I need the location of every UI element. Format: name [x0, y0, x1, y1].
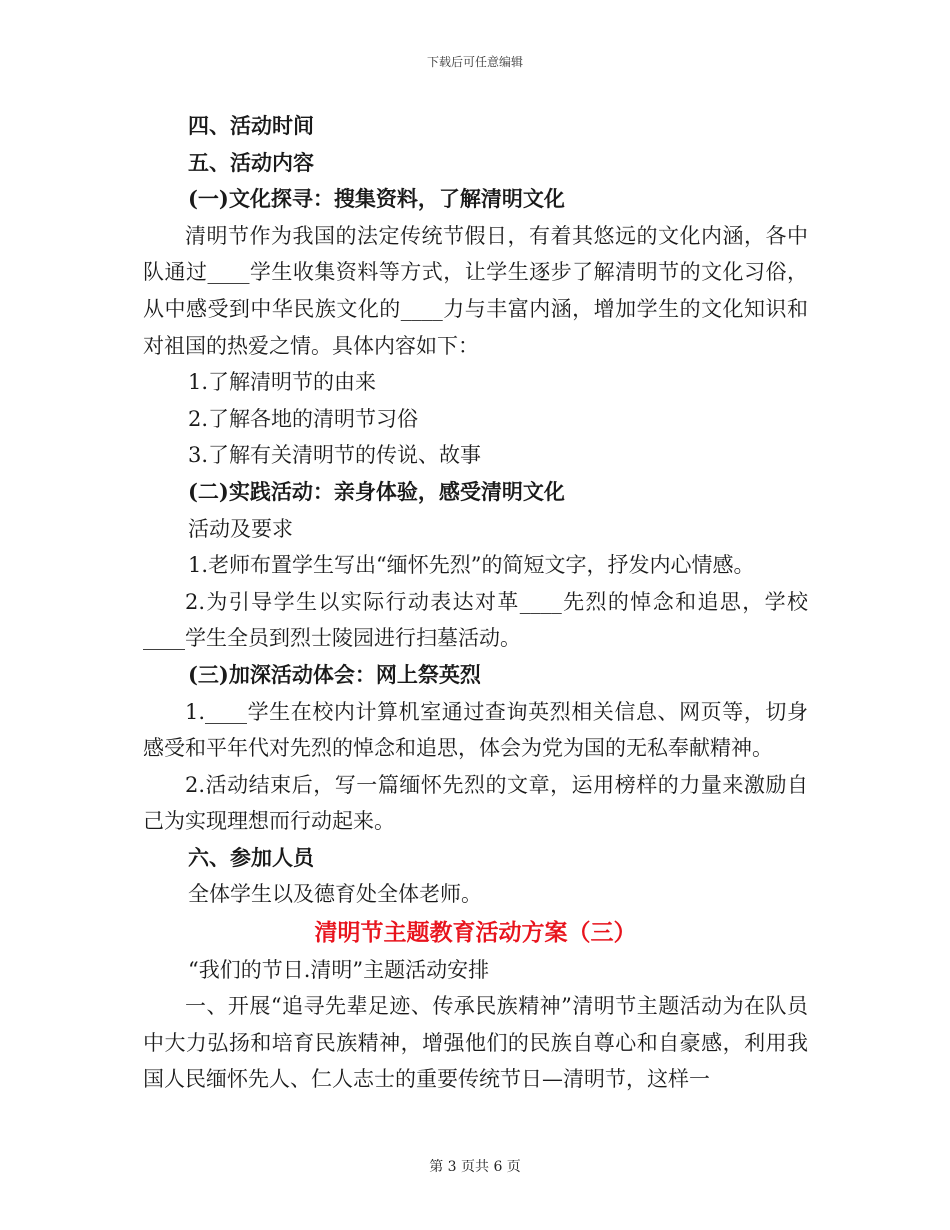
heading-participants: 六、参加人员 [188, 844, 314, 870]
page-header-note: 下载后可任意编辑 [426, 55, 523, 69]
paragraph-practice-2: 2.为引导学生以实际行动表达对革____先烈的悼念和追思，学校____学生全员到烈士陵园进行扫墓活动。 [143, 589, 808, 651]
list-item: 1.了解清明节的由来 [188, 370, 377, 395]
paragraph-online-2: 2.活动结束后，写一篇缅怀先烈的文章，运用榜样的力量来激励自己为实现理想而行动起来。 [143, 772, 808, 834]
heading-activity-content: 五、活动内容 [188, 149, 314, 175]
paragraph-culture-intro: 清明节作为我国的法定传统节假日，有着其悠远的文化内涵，各中队通过____学生收集资料等方式，让学生逐步了解清明节的文化习俗，从中感受到中华民族文化的____力与丰富内涵，增加学生的文化知识和对祖国的热爱之情。具体内容如下： [143, 223, 808, 358]
activity-requirements-label: 活动及要求 [188, 516, 293, 541]
document-body [143, 108, 808, 1098]
subheading-online-memorial: (三)加深活动体会：网上祭英烈 [188, 661, 481, 687]
subheading-culture-exploration: (一)文化探寻：搜集资料，了解清明文化 [188, 186, 565, 212]
paragraph-practice-1: 1.老师布置学生写出“缅怀先烈”的简短文字，抒发内心情感。 [188, 553, 755, 578]
paragraph-online-1: 1.____学生在校内计算机室通过查询英烈相关信息、网页等，切身感受和平年代对先烈的悼念和追思，体会为党为国的无私奉献精神。 [143, 699, 808, 761]
participants-text: 全体学生以及德育处全体老师。 [188, 882, 482, 907]
section-title: 清明节主题教育活动方案（三） [314, 919, 637, 947]
theme-arrangement: “我们的节日.清明”主题活动安排 [188, 957, 490, 982]
subheading-practice-activity: (二)实践活动：亲身体验，感受清明文化 [188, 478, 565, 504]
heading-activity-time: 四、活动时间 [188, 113, 314, 138]
list-item: 3.了解有关清明节的传说、故事 [188, 443, 482, 468]
paragraph-theme-activity: 一、开展“追寻先辈足迹、传承民族精神”清明节主题活动为在队员中大力弘扬和培育民族精神，增强他们的民族自尊心和自豪感，利用我国人民缅怀先人、仁人志士的重要传统节日—清明节，这样一 [143, 994, 808, 1092]
list-item: 2.了解各地的清明节习俗 [188, 406, 419, 431]
page-footer: 第 3 页共 6 页 [429, 1159, 521, 1175]
